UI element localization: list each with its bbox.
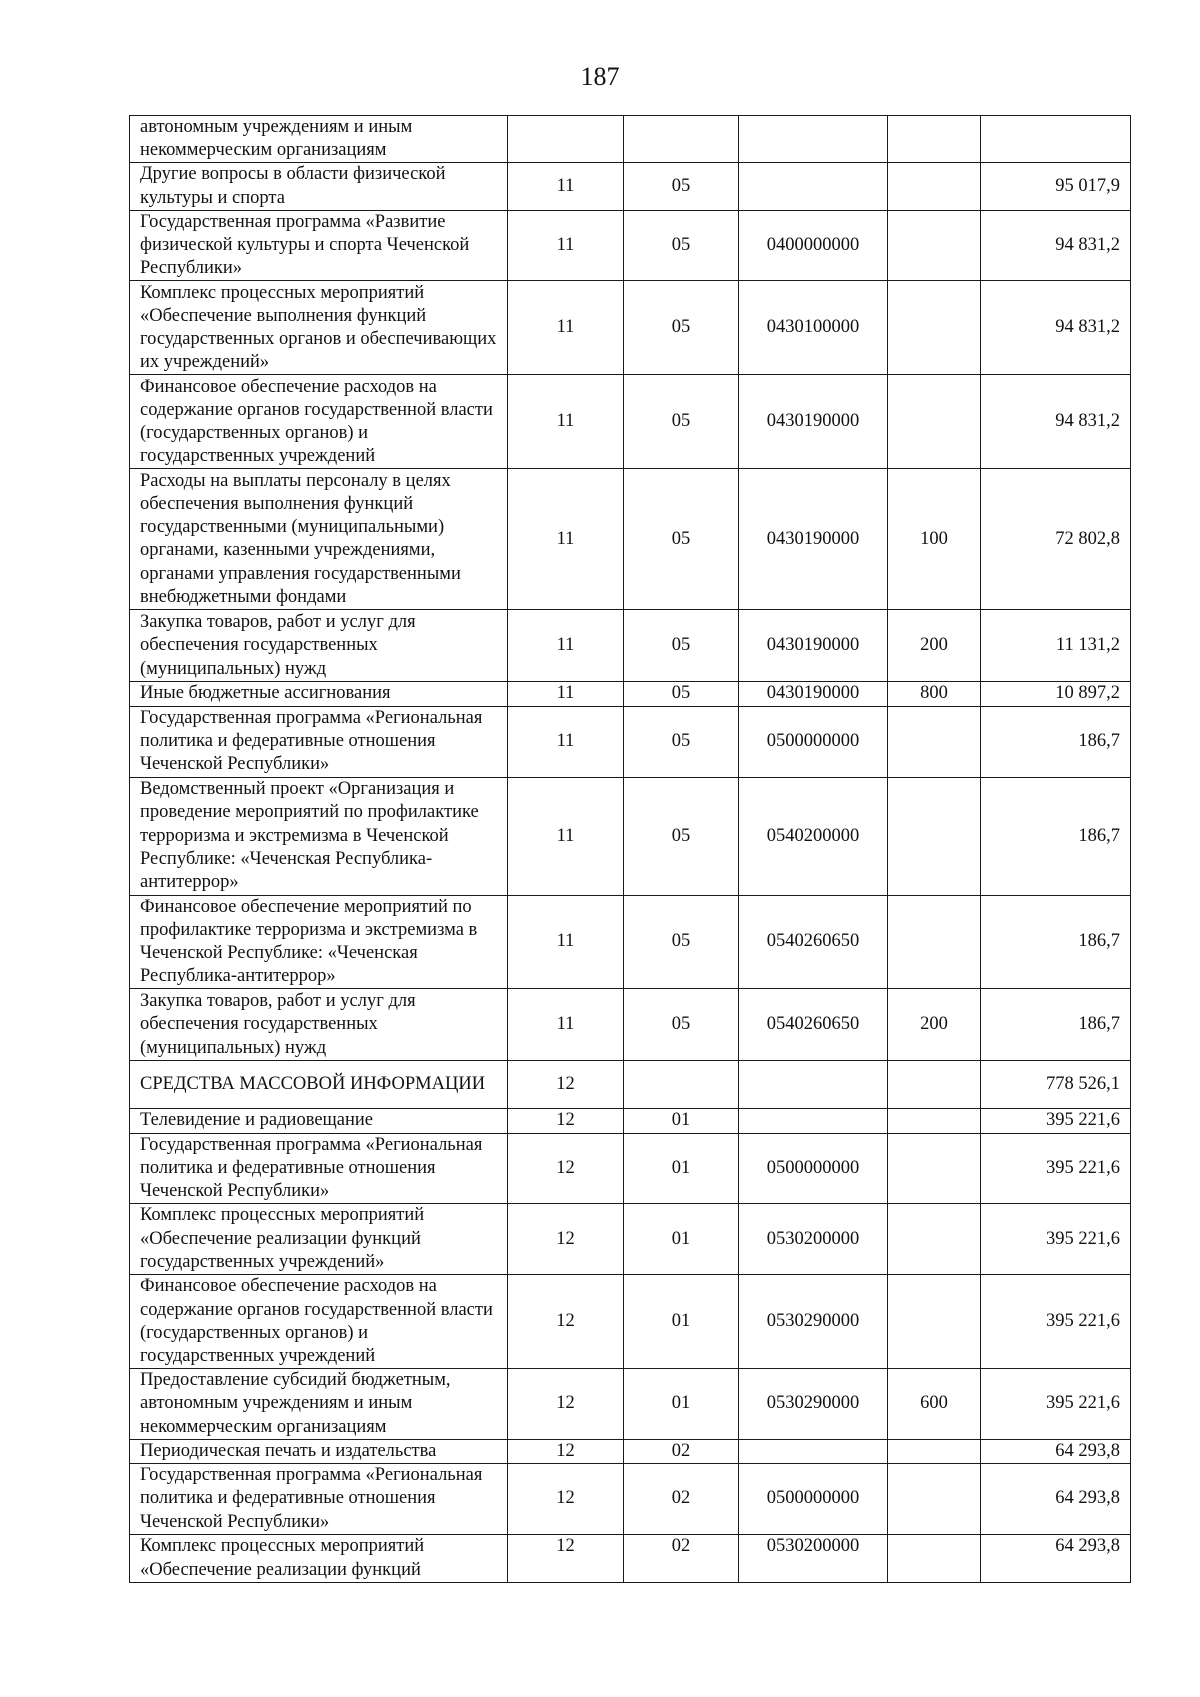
row-subsection: 02: [624, 1439, 739, 1463]
row-expense-type: [888, 116, 981, 163]
row-subsection: 02: [624, 1535, 739, 1583]
row-section: 12: [508, 1369, 624, 1440]
row-name: Ведомственный проект «Организация и проведение мероприятий по профилактике терроризма и экстремизма в Чеченской Республике: «Чеченская Республика-антитеррор»: [130, 777, 508, 895]
row-subsection: [624, 1061, 739, 1109]
row-subsection: 05: [624, 210, 739, 281]
table-row: [130, 1439, 1131, 1463]
row-target-code: 0530290000: [739, 1275, 888, 1369]
row-name: Комплекс процессных мероприятий «Обеспечение выполнения функций государственных органов и обеспечивающих их учреждений»: [130, 281, 508, 375]
row-expense-type: [888, 1061, 981, 1109]
row-amount: 64 293,8: [981, 1439, 1131, 1463]
row-expense-type: [888, 1133, 981, 1204]
row-expense-type: 800: [888, 682, 981, 706]
row-expense-type: 200: [888, 989, 981, 1061]
row-section: 11: [508, 989, 624, 1061]
table-row: [130, 1204, 1131, 1275]
row-amount: 395 221,6: [981, 1275, 1131, 1369]
row-target-code: [739, 1061, 888, 1109]
row-amount: 395 221,6: [981, 1204, 1131, 1275]
row-subsection: 01: [624, 1204, 739, 1275]
table-row: [130, 116, 1131, 163]
row-target-code: 0430190000: [739, 682, 888, 706]
row-section: 12: [508, 1439, 624, 1463]
row-amount: 395 221,6: [981, 1133, 1131, 1204]
row-expense-type: [888, 706, 981, 777]
budget-table: [129, 115, 1131, 1583]
row-expense-type: [888, 895, 981, 989]
row-amount: [981, 116, 1131, 163]
row-subsection: 01: [624, 1275, 739, 1369]
table-row: [130, 1369, 1131, 1440]
row-name: Расходы на выплаты персоналу в целях обеспечения выполнения функций государственными (муниципальными) органами, казенными учреждениями, органами управления государственными внебюджетными фондами: [130, 469, 508, 610]
row-section: 11: [508, 469, 624, 610]
page-number: 187: [580, 62, 620, 91]
row-name: Предоставление субсидий бюджетным, автономным учреждениям и иным некоммерческим организациям: [130, 1369, 508, 1440]
row-target-code: [739, 1439, 888, 1463]
row-subsection: 05: [624, 163, 739, 210]
row-expense-type: [888, 1109, 981, 1133]
row-section: 11: [508, 777, 624, 895]
row-name: Финансовое обеспечение мероприятий по профилактике терроризма и экстремизма в Чеченской Республике: «Чеченская Республика-антитеррор»: [130, 895, 508, 989]
row-name: Государственная программа «Развитие физической культуры и спорта Чеченской Республики»: [130, 210, 508, 281]
row-expense-type: [888, 1464, 981, 1535]
row-subsection: 05: [624, 706, 739, 777]
row-amount: 94 831,2: [981, 281, 1131, 375]
row-amount: 186,7: [981, 706, 1131, 777]
row-expense-type: [888, 1439, 981, 1463]
row-section: 12: [508, 1204, 624, 1275]
row-amount: 778 526,1: [981, 1061, 1131, 1109]
row-section: 11: [508, 682, 624, 706]
row-target-code: [739, 1109, 888, 1133]
row-section: 11: [508, 281, 624, 375]
row-subsection: 05: [624, 989, 739, 1061]
row-section: 11: [508, 210, 624, 281]
row-target-code: 0430190000: [739, 610, 888, 682]
row-amount: 186,7: [981, 895, 1131, 989]
table-row: [130, 1275, 1131, 1369]
row-expense-type: [888, 163, 981, 210]
row-subsection: 02: [624, 1464, 739, 1535]
row-section: 11: [508, 610, 624, 682]
row-section: 11: [508, 706, 624, 777]
row-name: Закупка товаров, работ и услуг для обеспечения государственных (муниципальных) нужд: [130, 610, 508, 682]
row-section: 12: [508, 1109, 624, 1133]
row-target-code: 0540200000: [739, 777, 888, 895]
row-target-code: 0500000000: [739, 1464, 888, 1535]
row-expense-type: 600: [888, 1369, 981, 1440]
row-expense-type: [888, 1275, 981, 1369]
row-subsection: 05: [624, 682, 739, 706]
row-name: Финансовое обеспечение расходов на содержание органов государственной власти (государственных органов) и государственных учреждений: [130, 375, 508, 469]
table-row: [130, 375, 1131, 469]
row-target-code: 0540260650: [739, 989, 888, 1061]
row-amount: 64 293,8: [981, 1535, 1131, 1583]
row-target-code: 0500000000: [739, 706, 888, 777]
row-expense-type: [888, 777, 981, 895]
row-name: Государственная программа «Региональная политика и федеративные отношения Чеченской Республики»: [130, 706, 508, 777]
row-subsection: 05: [624, 469, 739, 610]
row-subsection: 01: [624, 1369, 739, 1440]
row-name: Периодическая печать и издательства: [130, 1439, 508, 1463]
row-subsection: 01: [624, 1133, 739, 1204]
table-row: [130, 989, 1131, 1061]
row-subsection: 05: [624, 281, 739, 375]
row-target-code: 0500000000: [739, 1133, 888, 1204]
row-subsection: 05: [624, 895, 739, 989]
row-name: автономным учреждениям и иным некоммерческим организациям: [130, 116, 508, 163]
row-name: Иные бюджетные ассигнования: [130, 682, 508, 706]
row-subsection: 01: [624, 1109, 739, 1133]
row-expense-type: [888, 281, 981, 375]
row-amount: 186,7: [981, 777, 1131, 895]
row-section: 11: [508, 895, 624, 989]
row-amount: 186,7: [981, 989, 1131, 1061]
row-expense-type: [888, 375, 981, 469]
row-target-code: 0430190000: [739, 469, 888, 610]
row-expense-type: [888, 1204, 981, 1275]
row-target-code: 0430190000: [739, 375, 888, 469]
table-row: [130, 469, 1131, 610]
row-expense-type: 100: [888, 469, 981, 610]
table-row: [130, 682, 1131, 706]
row-section: 11: [508, 163, 624, 210]
row-name: Финансовое обеспечение расходов на содержание органов государственной власти (государственных органов) и государственных учреждений: [130, 1275, 508, 1369]
table-row: [130, 210, 1131, 281]
row-subsection: 05: [624, 777, 739, 895]
row-name: Государственная программа «Региональная политика и федеративные отношения Чеченской Республики»: [130, 1133, 508, 1204]
row-amount: 395 221,6: [981, 1109, 1131, 1133]
table-row: [130, 777, 1131, 895]
row-name: Государственная программа «Региональная политика и федеративные отношения Чеченской Республики»: [130, 1464, 508, 1535]
row-target-code: 0530200000: [739, 1535, 888, 1583]
row-amount: 10 897,2: [981, 682, 1131, 706]
row-name: Комплекс процессных мероприятий «Обеспечение реализации функций государственных учреждений»: [130, 1204, 508, 1275]
row-expense-type: [888, 210, 981, 281]
row-section: 11: [508, 375, 624, 469]
row-target-code: 0530290000: [739, 1369, 888, 1440]
row-expense-type: [888, 1535, 981, 1583]
row-name: СРЕДСТВА МАССОВОЙ ИНФОРМАЦИИ: [130, 1061, 508, 1109]
table-row: [130, 1535, 1131, 1583]
row-subsection: 05: [624, 375, 739, 469]
row-name: Телевидение и радиовещание: [130, 1109, 508, 1133]
row-target-code: [739, 163, 888, 210]
row-amount: 64 293,8: [981, 1464, 1131, 1535]
row-expense-type: 200: [888, 610, 981, 682]
table-row: [130, 610, 1131, 682]
row-amount: 94 831,2: [981, 210, 1131, 281]
row-amount: 94 831,2: [981, 375, 1131, 469]
row-name: Другие вопросы в области физической культуры и спорта: [130, 163, 508, 210]
table-row: [130, 1061, 1131, 1109]
row-subsection: [624, 116, 739, 163]
row-target-code: [739, 116, 888, 163]
row-section: 12: [508, 1133, 624, 1204]
table-row: [130, 1133, 1131, 1204]
table-row: [130, 281, 1131, 375]
row-target-code: 0530200000: [739, 1204, 888, 1275]
row-subsection: 05: [624, 610, 739, 682]
table-row: [130, 163, 1131, 210]
row-amount: 11 131,2: [981, 610, 1131, 682]
row-amount: 395 221,6: [981, 1369, 1131, 1440]
row-name: Закупка товаров, работ и услуг для обеспечения государственных (муниципальных) нужд: [130, 989, 508, 1061]
row-target-code: 0430100000: [739, 281, 888, 375]
table-row: [130, 895, 1131, 989]
table-row: [130, 706, 1131, 777]
row-section: 12: [508, 1061, 624, 1109]
row-target-code: 0540260650: [739, 895, 888, 989]
row-amount: 95 017,9: [981, 163, 1131, 210]
row-section: 12: [508, 1275, 624, 1369]
row-section: 12: [508, 1535, 624, 1583]
row-section: 12: [508, 1464, 624, 1535]
table-row: [130, 1464, 1131, 1535]
table-row: [130, 1109, 1131, 1133]
row-target-code: 0400000000: [739, 210, 888, 281]
row-section: [508, 116, 624, 163]
row-amount: 72 802,8: [981, 469, 1131, 610]
row-name: Комплекс процессных мероприятий «Обеспечение реализации функций: [130, 1535, 508, 1583]
